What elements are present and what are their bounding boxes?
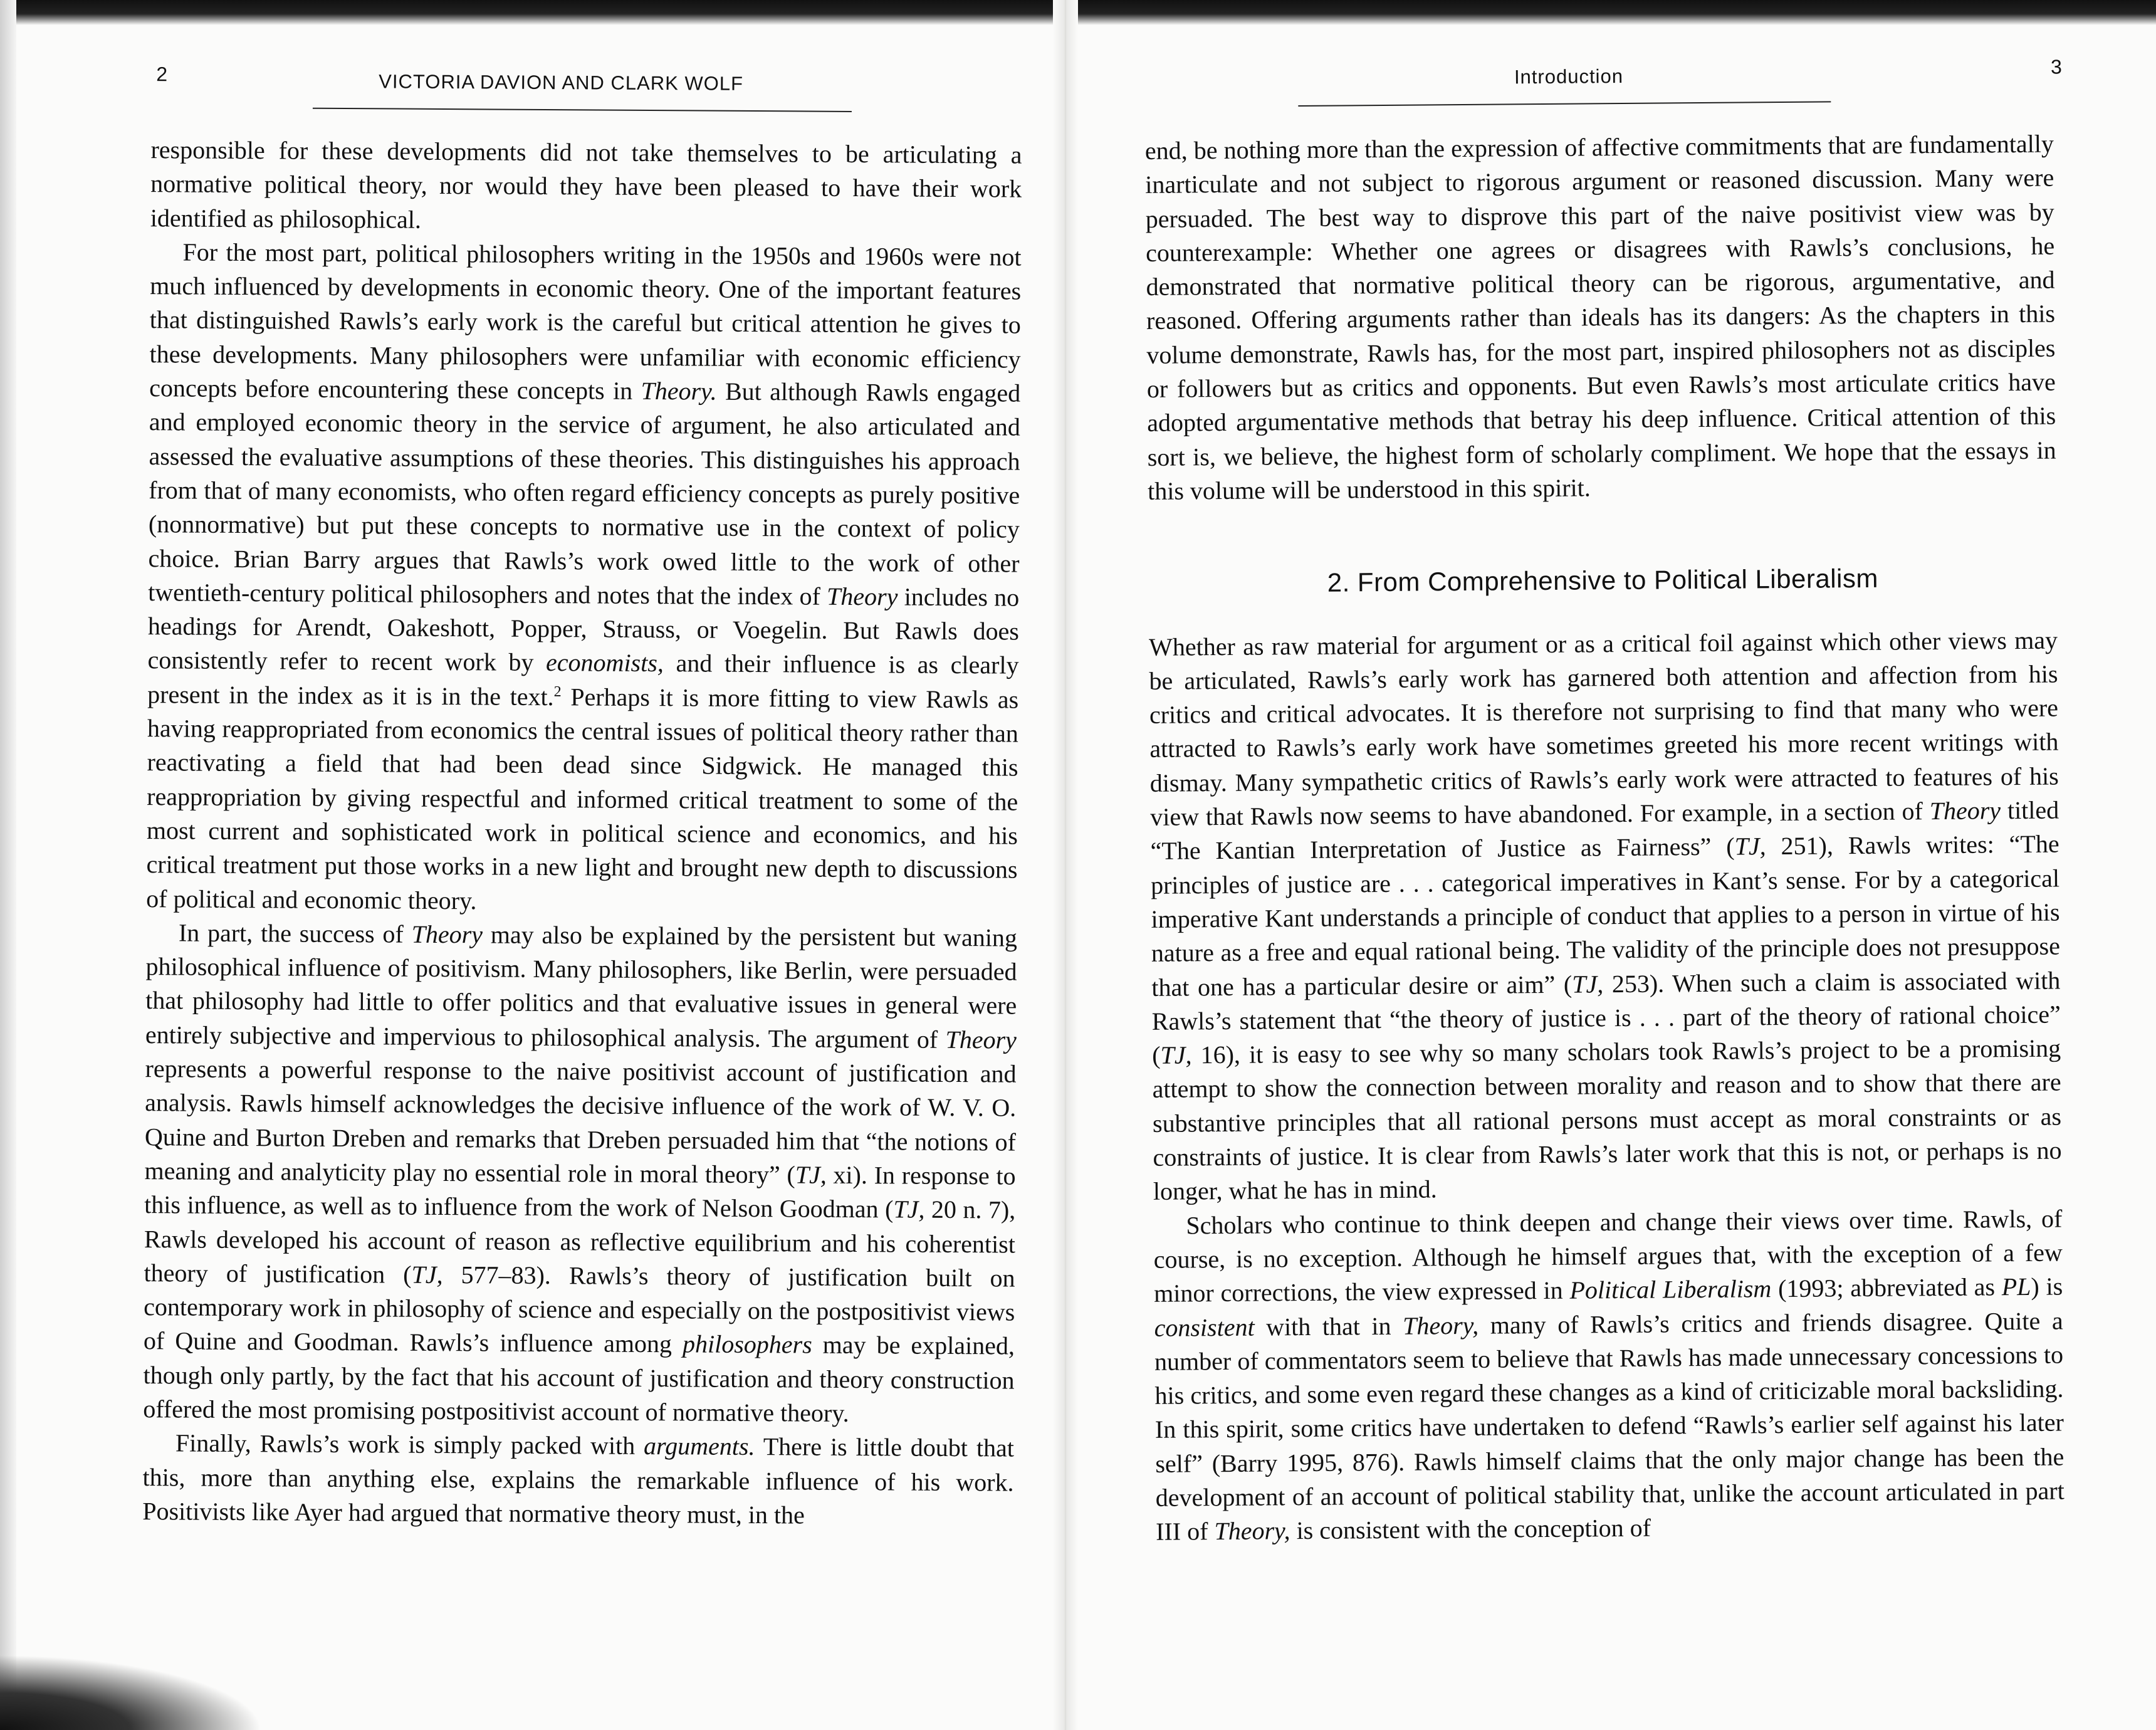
text-run: many of Rawls’s critics and friends disagree. Quite a number of commentators seem to believe that Rawls has made unnecessary concessions to his critics, and some even regard these changes as a kind of criticizable moral backsliding. In this spirit, some critics have undertaken to defend “Rawls’s earlier self against his later self” (Barry 1995, 876). Rawls himself claims that the only major change has been the development of an account of political stability that, unlike the account articulated in part III of <box>1154 1306 2064 1546</box>
italic-text: Theory, <box>1214 1516 1290 1546</box>
italic-text: TJ, <box>893 1195 925 1224</box>
right-page-number: 3 <box>2050 55 2063 78</box>
italic-text: Theory <box>826 582 898 611</box>
italic-text: TJ, <box>1734 832 1766 861</box>
paragraph <box>143 916 1017 1432</box>
text-run: end, be nothing more than the expression of affective commitments that are fundamentally inarticulate and not subject to rigorous argument or reasoned discussion. Many were persuaded. The best way to disprove this part of the naive positivist view was by counterexample: Whether one agrees or disagrees with Rawls’s conclusions, he demonstrated that normative political theory can be rigorous, argumentative, and reasoned. Offering arguments rather than ideals has its dangers: As the chapters in this volume demonstrate, Rawls has, for the most part, inspired philosophers not as disciples or followers but as critics and opponents. But even Rawls’s most articulate critics have adopted argumentative methods that betray his deep influence. Critical attention of this sort is, we believe, the highest form of scholarly compliment. We hope that the essays in this volume will be understood in this spirit. <box>1144 129 2056 505</box>
text-run: (1993; abbreviated as <box>1771 1272 2002 1303</box>
footnote-ref: 2 <box>553 683 562 700</box>
italic-text: consistent <box>1154 1313 1255 1342</box>
book-gutter <box>1053 0 1078 1730</box>
right-paragraphs-before <box>1145 127 2057 509</box>
left-running-head <box>137 63 1015 118</box>
page-edge-shadow <box>0 0 16 1730</box>
paragraph <box>150 133 1022 240</box>
right-running-head <box>1141 55 2063 113</box>
italic-text: arguments. <box>644 1432 755 1461</box>
paragraph <box>1149 623 2062 1208</box>
left-head-rule <box>313 108 852 112</box>
italic-text: TJ, <box>411 1260 443 1289</box>
paragraph <box>1145 127 2057 509</box>
scanner-corner-shadow <box>0 1655 263 1730</box>
italic-text: PL <box>2001 1272 2031 1301</box>
text-run: Perhaps it is more fitting to view Rawls as having reappropriated from economics the central issues of political theory rather than reactivating a field that had been dead since Sidgwick. He managed this reappropriation by giving respectful and informed critical treatment to some of the most current and sophisticated work in political science and economics, and his critical treatment put those works in a new light and brought new depth to discussions of political and economic theory. <box>146 682 1019 915</box>
text-run: 20 n. 7), Rawls developed his account of reason as reflective equilibrium and his coherentist theory of justification ( <box>144 1195 1016 1289</box>
right-paragraphs-after <box>1149 623 2064 1549</box>
text-run: There is little doubt that this, more than anything else, explains the remarkable influence of his work. Positivists like Ayer had argued that normative theory must, in the <box>142 1432 1015 1529</box>
italic-text: Theory <box>1929 796 2001 826</box>
right-running-head-title: Introduction <box>1514 65 1624 88</box>
text-run: xi). In response to this influence, as well as to influence from the work of Nelson Goodman ( <box>144 1160 1016 1224</box>
italic-text: Theory. <box>641 376 717 406</box>
italic-text: Theory, <box>1402 1311 1479 1340</box>
text-run: In part, the success of <box>178 918 412 948</box>
text-run: But although Rawls engaged and employed economic theory in the service of argument, he also articulated and assessed the evaluative assumptions of these theories. This distinguishes his approach from that of many economists, who often regard efficiency concepts as purely positive (nonnormative) but put these concepts to normative use in the context of policy choice. Brian Barry argues that Rawls’s work owed little to the work of other twentieth-century political philosophers and notes that the index of <box>148 377 1021 611</box>
text-run: includes no headings for Arendt, Oakeshott, Popper, Strauss, or Voegelin. But Rawls does consistently refer to recent work by <box>147 582 1020 677</box>
text-run: represents a powerful response to the naive positivist account of justification and analysis. Rawls himself acknowledges the decisive influence of the work of W. V. O. Quine and Burton Dreben and remarks that Dreben persuaded him that “the notions of meaning and analyticity play no essential role in moral theory” ( <box>144 1054 1017 1189</box>
italic-text: philosophers <box>682 1329 812 1360</box>
text-run: may also be explained by the persistent but waning philosophical influence of positivism. Many philosophers, like Berlin, were persuaded that philosophy had little to offer politics and that evaluative issues in general were entirely subjective and impervious to philosophical analysis. The argument of <box>145 920 1018 1054</box>
italic-text: TJ, <box>795 1160 827 1189</box>
italic-text: economists, <box>545 648 664 678</box>
text-run: ) is <box>2031 1272 2063 1301</box>
text-run: Scholars who continue to think deepen and change their views over time. Rawls, of course, is no exception. Although he himself argues that, with the exception of a few minor corrections, the view expressed in <box>1153 1204 2063 1308</box>
text-run: Finally, Rawls’s work is simply packed with <box>175 1429 644 1460</box>
text-run: with that in <box>1254 1311 1403 1341</box>
text-run: 16), it is easy to see why so many scholars took Rawls’s project to be a promising attempt to show the connection between morality and reason and to show that there are substantive principles that all rational persons must accept as moral constraints or as constraints of justice. It is clear from Rawls’s later work that this is not, or perhaps is no longer, what he has in mind. <box>1152 1034 2062 1206</box>
italic-text: TJ, <box>1160 1041 1192 1069</box>
left-running-head-title: VICTORIA DAVION AND CLARK WOLF <box>379 70 744 95</box>
text-run: 577–83). Rawls’s theory of justification built on contemporary work in philosophy of science and especially on the postpositivist views of Quine and Goodman. Rawls’s influence among <box>143 1260 1015 1358</box>
paragraph <box>146 235 1022 921</box>
paragraph <box>142 1426 1014 1533</box>
scanner-top-shadow <box>0 0 2156 25</box>
text-run: For the most part, political philosophers writing in the 1950s and 1960s were not much influenced by developments in economic theory. One of the important features that distinguished Rawls’s early work is the careful but critical attention he gives to these developments. Many philosophers were unfamiliar with economic efficiency concepts before encountering these concepts in <box>149 238 1022 405</box>
italic-text: TJ, <box>1572 969 1604 999</box>
paragraph <box>1153 1202 2064 1549</box>
text-run: responsible for these developments did not take themselves to be articulating a normative political theory, nor would they have been pleased to have their work identified as philosophical. <box>150 135 1022 234</box>
text-run: titled “The Kantian Interpretation of Justice as Fairness” ( <box>1150 795 2059 866</box>
text-run: 251), Rawls writes: “The principles of justice are . . . categorical imperatives in Kant’s sense. For by a categorical imperative Kant understands a principle of conduct that applies to a person in virtue of his nature as a free and equal rational being. The validity of the principle does not presuppose that one has a particular desire or aim” ( <box>1150 829 2061 1002</box>
right-head-rule <box>1298 101 1831 107</box>
left-page-number: 2 <box>156 63 169 86</box>
text-run: Whether as raw material for argument or as a critical foil against which other views may be articulated, Rawls’s early work has garnered both attention and affection from his critics and critical advocates. It is therefore not surprising to find that many who were attracted to Rawls’s early work have sometimes greeted his more recent writings with dismay. Many sympathetic critics of Rawls’s early work were attracted to features of his view that Rawls now seems to have abandoned. For example, in a section of <box>1148 626 2059 831</box>
italic-text: Theory <box>411 920 483 949</box>
italic-text: Theory <box>945 1025 1017 1054</box>
text-run: is consistent with the conception of <box>1290 1513 1651 1545</box>
text-run: and their influence is as clearly present in the index as it is in the text. <box>147 649 1019 711</box>
left-body-text <box>142 133 1022 1534</box>
italic-text: Political Liberalism <box>1569 1274 1772 1304</box>
text-run: 253). When such a claim is associated with Rawls’s statement that “the theory of justice is . . . part of the theory of rational choice” ( <box>1151 966 2061 1070</box>
section-heading: 2. From Comprehensive to Political Liberalism <box>1327 564 1879 597</box>
text-run: may be explained, though only partly, by the fact that his account of justification and theory construction offered the most promising postpositivist account of normative theory. <box>143 1331 1015 1427</box>
right-body-text <box>1145 127 2065 1549</box>
